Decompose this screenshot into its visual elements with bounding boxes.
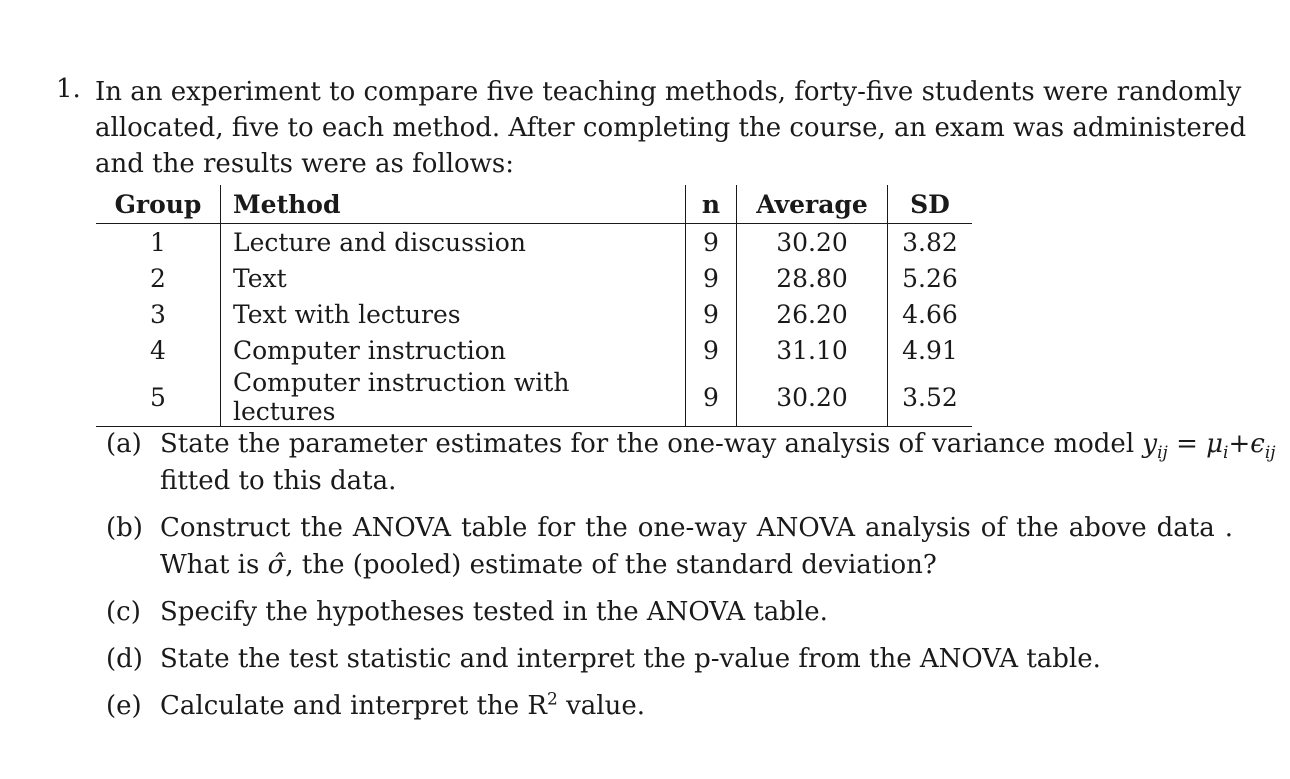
header-method: Method — [221, 185, 686, 224]
table-row — [96, 296, 972, 332]
model-equation: $y_{ij} = \mu_i+\epsilon_{ij}$ — [1142, 429, 1276, 464]
cell-group: 2 — [96, 260, 221, 296]
cell-group: 5 — [96, 368, 221, 427]
intro-line: and the results were as follows: — [95, 149, 515, 179]
part-e — [106, 688, 1233, 725]
cell-average: 26.20 — [737, 296, 888, 332]
cell-sd: 3.82 — [902, 227, 958, 257]
cell-method: Text with lectures — [221, 296, 686, 332]
table-row — [96, 368, 972, 427]
cell-group: 1 — [96, 224, 221, 261]
cell-n: 9 — [686, 296, 737, 332]
part-label: (b) — [106, 513, 143, 543]
intro-line: In an experiment to compare five teaching methods, forty-five students were randomly — [95, 77, 1242, 107]
cell-n: 9 — [686, 332, 737, 368]
part-d — [106, 641, 1233, 678]
intro-line: allocated, five to each method. After completing the course, an exam was administered — [95, 113, 1247, 143]
table-header-row — [96, 185, 972, 224]
cell-sd: 4.91 — [902, 335, 958, 365]
cell-method: Computer instruction with lectures — [221, 368, 686, 427]
part-label: (e) — [106, 691, 142, 721]
cell-average: 30.20 — [737, 368, 888, 427]
cell-method: Lecture and discussion — [221, 224, 686, 261]
table-row — [96, 224, 972, 261]
header-n: n — [686, 185, 737, 224]
part-c — [106, 594, 1233, 631]
sigma-hat-symbol: σ̂ — [267, 550, 286, 580]
question-intro — [95, 74, 1247, 182]
results-table — [96, 185, 972, 427]
part-e-text-before: Calculate and interpret the R — [160, 691, 548, 721]
cell-group: 3 — [96, 296, 221, 332]
header-sd: SD — [888, 185, 973, 224]
part-c-text: Specify the hypotheses tested in the ANOVA table. — [160, 597, 828, 627]
header-average: Average — [737, 185, 888, 224]
part-a-line-2: fitted to this data. — [160, 466, 397, 496]
question-parts — [106, 426, 1276, 735]
cell-group: 4 — [96, 332, 221, 368]
part-b-text-before: What is — [160, 550, 260, 580]
cell-average: 28.80 — [737, 260, 888, 296]
cell-method: Computer instruction — [221, 332, 686, 368]
cell-average: 30.20 — [737, 224, 888, 261]
part-label: (d) — [106, 644, 143, 674]
part-d-text: State the test statistic and interpret the p-value from the ANOVA table. — [160, 644, 1101, 674]
cell-method: Text — [221, 260, 686, 296]
r-squared-exponent: 2 — [547, 689, 558, 710]
part-b — [106, 510, 1233, 584]
cell-n: 9 — [686, 224, 737, 261]
part-b-line-2 — [160, 547, 1233, 584]
cell-average: 31.10 — [737, 332, 888, 368]
part-label: (c) — [106, 597, 141, 627]
cell-sd: 5.26 — [902, 263, 958, 293]
part-a — [106, 426, 1276, 500]
table-row — [96, 332, 972, 368]
cell-n: 9 — [686, 260, 737, 296]
header-group: Group — [96, 185, 221, 224]
cell-sd: 4.66 — [902, 299, 958, 329]
table-row — [96, 260, 972, 296]
part-e-line — [160, 688, 1233, 725]
part-e-text-after: value. — [557, 691, 646, 721]
question-number: 1. — [56, 74, 81, 104]
part-b-line-1: Construct the ANOVA table for the one-way ANOVA analysis of the above data . — [160, 513, 1233, 543]
cell-sd: 3.52 — [888, 368, 973, 427]
part-b-text-after: , the (pooled) estimate of the standard deviation? — [285, 550, 937, 580]
part-a-line-1 — [160, 426, 1276, 464]
part-label: (a) — [106, 429, 142, 459]
cell-n: 9 — [686, 368, 737, 427]
part-a-text: State the parameter estimates for the one-way analysis of variance model — [160, 429, 1135, 459]
